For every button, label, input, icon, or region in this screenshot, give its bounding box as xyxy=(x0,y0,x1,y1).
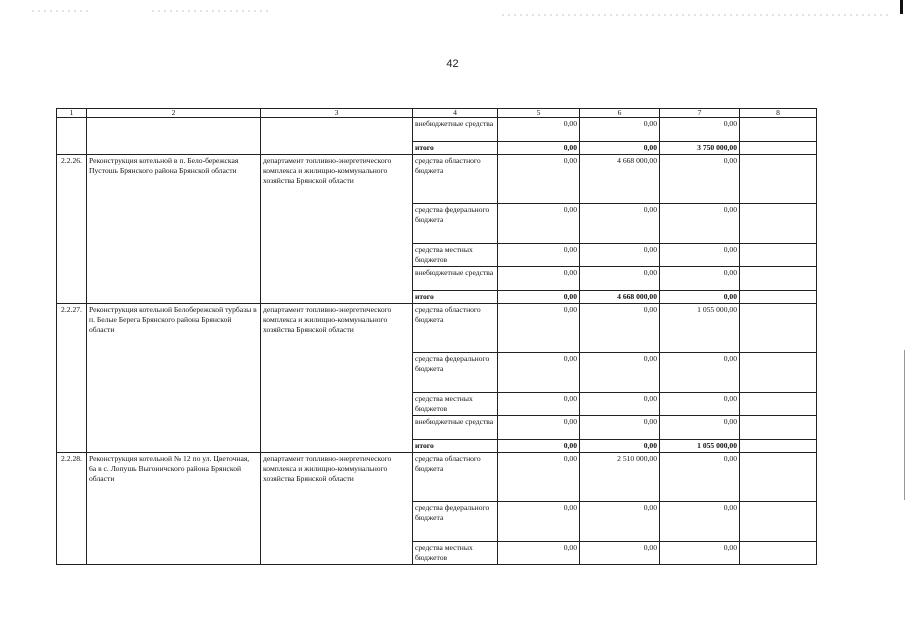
value-col7-cell: 0,00 xyxy=(660,353,740,393)
value-col7-cell: 0,00 xyxy=(660,118,740,142)
value-col5-cell: 0,00 xyxy=(498,155,580,204)
value-col8-cell xyxy=(740,118,817,142)
value-col5-cell: 0,00 xyxy=(498,542,580,565)
funding-source-cell: внебюджетные средства xyxy=(413,416,498,440)
executor-cell: департамент топливно-энергетического комплекса и жилищно-коммунального хозяйства Брянской области xyxy=(261,155,413,304)
value-col8-cell xyxy=(740,291,817,304)
scan-noise xyxy=(150,10,270,12)
name-cell: Реконструкция котельной Белобережской турбазы в п. Белые Берега Брянского района Брянской области xyxy=(87,304,261,453)
value-col7-cell: 0,00 xyxy=(660,155,740,204)
value-col5-cell: 0,00 xyxy=(498,244,580,267)
funding-source-cell: средства местных бюджетов xyxy=(413,542,498,565)
value-col8-cell xyxy=(740,244,817,267)
table-row xyxy=(57,155,817,204)
value-col5-cell: 0,00 xyxy=(498,267,580,291)
value-col6-cell: 2 510 000,00 xyxy=(580,453,660,502)
executor-cell: департамент топливно-энергетического комплекса и жилищно-коммунального хозяйства Брянской области xyxy=(261,304,413,453)
value-col6-cell: 0,00 xyxy=(580,304,660,353)
funding-source-cell: внебюджетные средства xyxy=(413,118,498,142)
value-col6-cell: 0,00 xyxy=(580,244,660,267)
value-col8-cell xyxy=(740,353,817,393)
funding-source-cell: средства местных бюджетов xyxy=(413,244,498,267)
column-header-6: 6 xyxy=(580,109,660,118)
name-cell: Реконструкция котельной № 12 по ул. Цветочная, 6а в с. Лопушь Выгоничского района Брянской области xyxy=(87,453,261,565)
value-col8-cell xyxy=(740,416,817,440)
value-col8-cell xyxy=(740,542,817,565)
value-col6-cell: 0,00 xyxy=(580,502,660,542)
column-header-7: 7 xyxy=(660,109,740,118)
value-col8-cell xyxy=(740,502,817,542)
funding-source-cell: итого xyxy=(413,440,498,453)
value-col6-cell: 0,00 xyxy=(580,353,660,393)
funding-source-cell: итого xyxy=(413,291,498,304)
value-col8-cell xyxy=(740,453,817,502)
value-col6-cell: 0,00 xyxy=(580,440,660,453)
value-col8-cell xyxy=(740,267,817,291)
value-col7-cell: 1 055 000,00 xyxy=(660,304,740,353)
column-header-5: 5 xyxy=(498,109,580,118)
value-col7-cell: 0,00 xyxy=(660,453,740,502)
scan-noise xyxy=(30,10,90,12)
page-number: 42 xyxy=(446,58,459,70)
value-col7-cell: 0,00 xyxy=(660,204,740,244)
code-cell xyxy=(57,118,87,155)
value-col5-cell: 0,00 xyxy=(498,204,580,244)
scan-noise xyxy=(500,14,890,16)
value-col8-cell xyxy=(740,155,817,204)
value-col6-cell: 0,00 xyxy=(580,118,660,142)
budget-table xyxy=(56,108,817,565)
funding-source-cell: средства областного бюджета xyxy=(413,304,498,353)
funding-source-cell: средства федерального бюджета xyxy=(413,502,498,542)
table-row xyxy=(57,304,817,353)
value-col6-cell: 0,00 xyxy=(580,393,660,416)
column-header-1: 1 xyxy=(57,109,87,118)
value-col7-cell: 0,00 xyxy=(660,291,740,304)
value-col7-cell: 3 750 000,00 xyxy=(660,142,740,155)
table-row xyxy=(57,118,817,142)
value-col6-cell: 0,00 xyxy=(580,142,660,155)
name-cell: Реконструкция котельной в п. Бело-бережская Пустошь Брянского района Брянской области xyxy=(87,155,261,304)
table-body xyxy=(57,118,817,565)
value-col5-cell: 0,00 xyxy=(498,304,580,353)
funding-source-cell: средства федерального бюджета xyxy=(413,204,498,244)
column-header-2: 2 xyxy=(87,109,261,118)
value-col7-cell: 1 055 000,00 xyxy=(660,440,740,453)
value-col5-cell: 0,00 xyxy=(498,142,580,155)
value-col7-cell: 0,00 xyxy=(660,416,740,440)
value-col6-cell: 0,00 xyxy=(580,542,660,565)
executor-cell xyxy=(261,118,413,155)
funding-source-cell: итого xyxy=(413,142,498,155)
value-col6-cell: 0,00 xyxy=(580,204,660,244)
executor-cell: департамент топливно-энергетического комплекса и жилищно-коммунального хозяйства Брянской области xyxy=(261,453,413,565)
column-header-3: 3 xyxy=(261,109,413,118)
column-header-8: 8 xyxy=(740,109,817,118)
value-col8-cell xyxy=(740,204,817,244)
code-cell: 2.2.28. xyxy=(57,453,87,565)
funding-source-cell: средства областного бюджета xyxy=(413,155,498,204)
code-cell: 2.2.26. xyxy=(57,155,87,304)
value-col5-cell: 0,00 xyxy=(498,353,580,393)
funding-source-cell: внебюджетные средства xyxy=(413,267,498,291)
table-header-row xyxy=(57,109,817,118)
value-col6-cell: 0,00 xyxy=(580,416,660,440)
name-cell xyxy=(87,118,261,155)
value-col6-cell: 0,00 xyxy=(580,267,660,291)
value-col8-cell xyxy=(740,440,817,453)
value-col6-cell: 4 668 000,00 xyxy=(580,155,660,204)
value-col8-cell xyxy=(740,142,817,155)
value-col7-cell: 0,00 xyxy=(660,393,740,416)
value-col5-cell: 0,00 xyxy=(498,393,580,416)
value-col5-cell: 0,00 xyxy=(498,416,580,440)
value-col5-cell: 0,00 xyxy=(498,291,580,304)
column-header-4: 4 xyxy=(413,109,498,118)
code-cell: 2.2.27. xyxy=(57,304,87,453)
value-col7-cell: 0,00 xyxy=(660,542,740,565)
scan-edge-artifacts xyxy=(0,0,905,20)
value-col6-cell: 4 668 000,00 xyxy=(580,291,660,304)
value-col8-cell xyxy=(740,304,817,353)
value-col8-cell xyxy=(740,393,817,416)
table-row xyxy=(57,453,817,502)
value-col5-cell: 0,00 xyxy=(498,440,580,453)
value-col7-cell: 0,00 xyxy=(660,267,740,291)
value-col7-cell: 0,00 xyxy=(660,244,740,267)
value-col5-cell: 0,00 xyxy=(498,453,580,502)
page-edge-mark xyxy=(900,0,903,14)
funding-source-cell: средства федерального бюджета xyxy=(413,353,498,393)
funding-source-cell: средства местных бюджетов xyxy=(413,393,498,416)
value-col5-cell: 0,00 xyxy=(498,502,580,542)
funding-source-cell: средства областного бюджета xyxy=(413,453,498,502)
value-col7-cell: 0,00 xyxy=(660,502,740,542)
value-col5-cell: 0,00 xyxy=(498,118,580,142)
